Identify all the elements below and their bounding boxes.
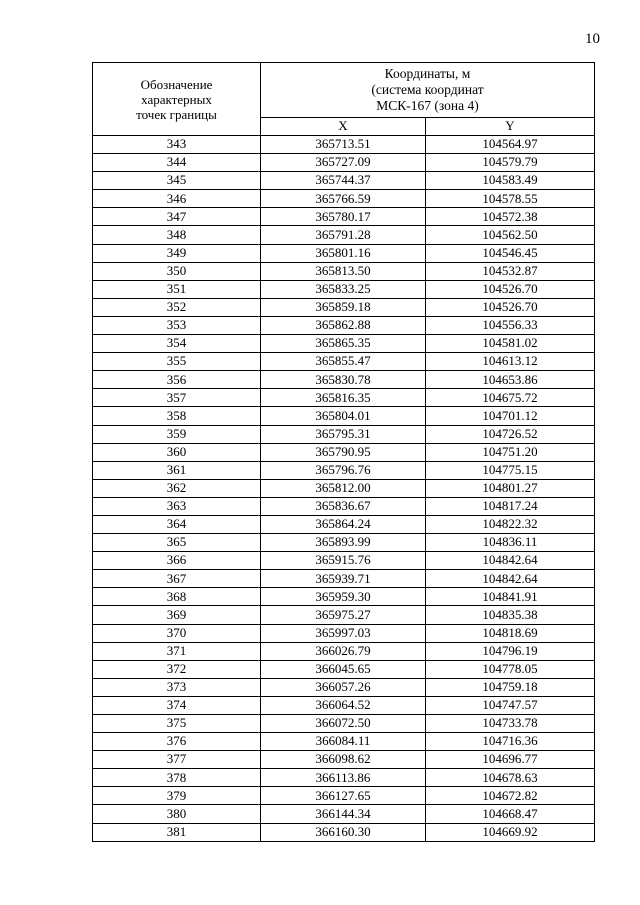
point-id-cell: 372 xyxy=(93,660,261,678)
x-coordinate-cell: 365893.99 xyxy=(261,534,426,552)
point-id-cell: 362 xyxy=(93,479,261,497)
table-body xyxy=(93,136,595,842)
point-id-cell: 377 xyxy=(93,751,261,769)
point-id-cell: 348 xyxy=(93,226,261,244)
point-id-cell: 357 xyxy=(93,389,261,407)
x-coordinate-cell: 365915.76 xyxy=(261,552,426,570)
x-coordinate-cell: 365791.28 xyxy=(261,226,426,244)
point-id-cell: 370 xyxy=(93,624,261,642)
point-id-cell: 356 xyxy=(93,371,261,389)
header-coords-line: Координаты, м xyxy=(384,65,471,81)
y-coordinate-cell: 104696.77 xyxy=(426,751,595,769)
y-coordinate-cell: 104613.12 xyxy=(426,353,595,371)
y-coordinate-cell: 104675.72 xyxy=(426,389,595,407)
point-id-cell: 363 xyxy=(93,497,261,515)
point-id-cell: 375 xyxy=(93,715,261,733)
header-x: X xyxy=(261,117,426,135)
y-coordinate-cell: 104822.32 xyxy=(426,515,595,533)
y-coordinate-cell: 104532.87 xyxy=(426,262,595,280)
y-coordinate-cell: 104841.91 xyxy=(426,588,595,606)
header-coords-line: (система координат xyxy=(371,81,484,97)
point-id-cell: 353 xyxy=(93,316,261,334)
x-coordinate-cell: 366127.65 xyxy=(261,787,426,805)
x-coordinate-cell: 365816.35 xyxy=(261,389,426,407)
y-coordinate-cell: 104842.64 xyxy=(426,552,595,570)
point-id-cell: 344 xyxy=(93,154,261,172)
y-coordinate-cell: 104778.05 xyxy=(426,660,595,678)
y-coordinate-cell: 104581.02 xyxy=(426,335,595,353)
table-row xyxy=(93,733,595,751)
x-coordinate-cell: 366144.34 xyxy=(261,805,426,823)
header-points-line: характерных xyxy=(141,91,212,107)
y-coordinate-cell: 104562.50 xyxy=(426,226,595,244)
point-id-cell: 364 xyxy=(93,515,261,533)
x-coordinate-cell: 365804.01 xyxy=(261,407,426,425)
x-coordinate-cell: 365997.03 xyxy=(261,624,426,642)
header-y: Y xyxy=(426,117,595,135)
y-coordinate-cell: 104796.19 xyxy=(426,642,595,660)
table-row xyxy=(93,262,595,280)
y-coordinate-cell: 104678.63 xyxy=(426,769,595,787)
header-boundary-points xyxy=(93,63,261,136)
table-row xyxy=(93,461,595,479)
x-coordinate-cell: 365830.78 xyxy=(261,371,426,389)
y-coordinate-cell: 104668.47 xyxy=(426,805,595,823)
coordinates-table xyxy=(92,62,595,842)
table-row xyxy=(93,552,595,570)
table-row xyxy=(93,208,595,226)
x-coordinate-cell: 365812.00 xyxy=(261,479,426,497)
table-row xyxy=(93,154,595,172)
point-id-cell: 347 xyxy=(93,208,261,226)
point-id-cell: 359 xyxy=(93,425,261,443)
y-coordinate-cell: 104578.55 xyxy=(426,190,595,208)
y-coordinate-cell: 104716.36 xyxy=(426,733,595,751)
point-id-cell: 371 xyxy=(93,642,261,660)
x-coordinate-cell: 365862.88 xyxy=(261,316,426,334)
point-id-cell: 366 xyxy=(93,552,261,570)
point-id-cell: 361 xyxy=(93,461,261,479)
x-coordinate-cell: 365859.18 xyxy=(261,298,426,316)
table-row xyxy=(93,696,595,714)
point-id-cell: 354 xyxy=(93,335,261,353)
table-row xyxy=(93,443,595,461)
y-coordinate-cell: 104669.92 xyxy=(426,823,595,841)
table-row xyxy=(93,280,595,298)
table-row xyxy=(93,353,595,371)
x-coordinate-cell: 365959.30 xyxy=(261,588,426,606)
x-coordinate-cell: 365813.50 xyxy=(261,262,426,280)
y-coordinate-cell: 104733.78 xyxy=(426,715,595,733)
table-row xyxy=(93,479,595,497)
x-coordinate-cell: 365801.16 xyxy=(261,244,426,262)
table-row xyxy=(93,172,595,190)
point-id-cell: 346 xyxy=(93,190,261,208)
y-coordinate-cell: 104653.86 xyxy=(426,371,595,389)
table-row xyxy=(93,515,595,533)
point-id-cell: 350 xyxy=(93,262,261,280)
y-coordinate-cell: 104817.24 xyxy=(426,497,595,515)
y-coordinate-cell: 104583.49 xyxy=(426,172,595,190)
x-coordinate-cell: 366057.26 xyxy=(261,678,426,696)
table-row xyxy=(93,389,595,407)
header-points-line: точек границы xyxy=(136,106,217,122)
y-coordinate-cell: 104564.97 xyxy=(426,136,595,154)
point-id-cell: 355 xyxy=(93,353,261,371)
point-id-cell: 345 xyxy=(93,172,261,190)
point-id-cell: 368 xyxy=(93,588,261,606)
x-coordinate-cell: 366064.52 xyxy=(261,696,426,714)
point-id-cell: 378 xyxy=(93,769,261,787)
y-coordinate-cell: 104836.11 xyxy=(426,534,595,552)
x-coordinate-cell: 365975.27 xyxy=(261,606,426,624)
y-coordinate-cell: 104775.15 xyxy=(426,461,595,479)
point-id-cell: 380 xyxy=(93,805,261,823)
table-row xyxy=(93,226,595,244)
table-row xyxy=(93,570,595,588)
y-coordinate-cell: 104526.70 xyxy=(426,280,595,298)
x-coordinate-cell: 365744.37 xyxy=(261,172,426,190)
x-coordinate-cell: 365865.35 xyxy=(261,335,426,353)
x-coordinate-cell: 365780.17 xyxy=(261,208,426,226)
y-coordinate-cell: 104726.52 xyxy=(426,425,595,443)
point-id-cell: 365 xyxy=(93,534,261,552)
header-coordinates xyxy=(261,63,595,118)
point-id-cell: 351 xyxy=(93,280,261,298)
table-row xyxy=(93,823,595,841)
x-coordinate-cell: 365833.25 xyxy=(261,280,426,298)
point-id-cell: 358 xyxy=(93,407,261,425)
table-row xyxy=(93,190,595,208)
y-coordinate-cell: 104672.82 xyxy=(426,787,595,805)
table-row xyxy=(93,751,595,769)
point-id-cell: 381 xyxy=(93,823,261,841)
y-coordinate-cell: 104751.20 xyxy=(426,443,595,461)
point-id-cell: 343 xyxy=(93,136,261,154)
table-row xyxy=(93,787,595,805)
y-coordinate-cell: 104556.33 xyxy=(426,316,595,334)
table-row xyxy=(93,660,595,678)
x-coordinate-cell: 366160.30 xyxy=(261,823,426,841)
table-row xyxy=(93,371,595,389)
table-row xyxy=(93,678,595,696)
table-row xyxy=(93,715,595,733)
table-row xyxy=(93,425,595,443)
table-row xyxy=(93,606,595,624)
y-coordinate-cell: 104842.64 xyxy=(426,570,595,588)
y-coordinate-cell: 104526.70 xyxy=(426,298,595,316)
y-coordinate-cell: 104801.27 xyxy=(426,479,595,497)
point-id-cell: 349 xyxy=(93,244,261,262)
y-coordinate-cell: 104572.38 xyxy=(426,208,595,226)
table-row xyxy=(93,624,595,642)
y-coordinate-cell: 104701.12 xyxy=(426,407,595,425)
x-coordinate-cell: 366072.50 xyxy=(261,715,426,733)
table-row xyxy=(93,642,595,660)
table-row xyxy=(93,497,595,515)
point-id-cell: 352 xyxy=(93,298,261,316)
y-coordinate-cell: 104747.57 xyxy=(426,696,595,714)
table-row xyxy=(93,534,595,552)
x-coordinate-cell: 365795.31 xyxy=(261,425,426,443)
x-coordinate-cell: 366098.62 xyxy=(261,751,426,769)
x-coordinate-cell: 365864.24 xyxy=(261,515,426,533)
point-id-cell: 360 xyxy=(93,443,261,461)
y-coordinate-cell: 104759.18 xyxy=(426,678,595,696)
x-coordinate-cell: 365713.51 xyxy=(261,136,426,154)
point-id-cell: 373 xyxy=(93,678,261,696)
header-coords-line: МСК-167 (зона 4) xyxy=(376,97,479,113)
y-coordinate-cell: 104546.45 xyxy=(426,244,595,262)
x-coordinate-cell: 366026.79 xyxy=(261,642,426,660)
x-coordinate-cell: 365790.95 xyxy=(261,443,426,461)
table-row xyxy=(93,335,595,353)
table-row xyxy=(93,805,595,823)
table-row xyxy=(93,588,595,606)
point-id-cell: 376 xyxy=(93,733,261,751)
page-number: 10 xyxy=(585,31,600,47)
x-coordinate-cell: 366045.65 xyxy=(261,660,426,678)
x-coordinate-cell: 365836.67 xyxy=(261,497,426,515)
x-coordinate-cell: 365766.59 xyxy=(261,190,426,208)
table-row xyxy=(93,769,595,787)
y-coordinate-cell: 104818.69 xyxy=(426,624,595,642)
y-coordinate-cell: 104579.79 xyxy=(426,154,595,172)
x-coordinate-cell: 365855.47 xyxy=(261,353,426,371)
table-row xyxy=(93,244,595,262)
point-id-cell: 374 xyxy=(93,696,261,714)
x-coordinate-cell: 365796.76 xyxy=(261,461,426,479)
x-coordinate-cell: 366113.86 xyxy=(261,769,426,787)
point-id-cell: 367 xyxy=(93,570,261,588)
table-row xyxy=(93,316,595,334)
table-header xyxy=(93,63,595,136)
x-coordinate-cell: 365939.71 xyxy=(261,570,426,588)
header-points-line: Обозначение xyxy=(140,76,213,92)
table-row xyxy=(93,298,595,316)
x-coordinate-cell: 366084.11 xyxy=(261,733,426,751)
point-id-cell: 379 xyxy=(93,787,261,805)
table-row xyxy=(93,407,595,425)
x-coordinate-cell: 365727.09 xyxy=(261,154,426,172)
table-row xyxy=(93,136,595,154)
y-coordinate-cell: 104835.38 xyxy=(426,606,595,624)
point-id-cell: 369 xyxy=(93,606,261,624)
